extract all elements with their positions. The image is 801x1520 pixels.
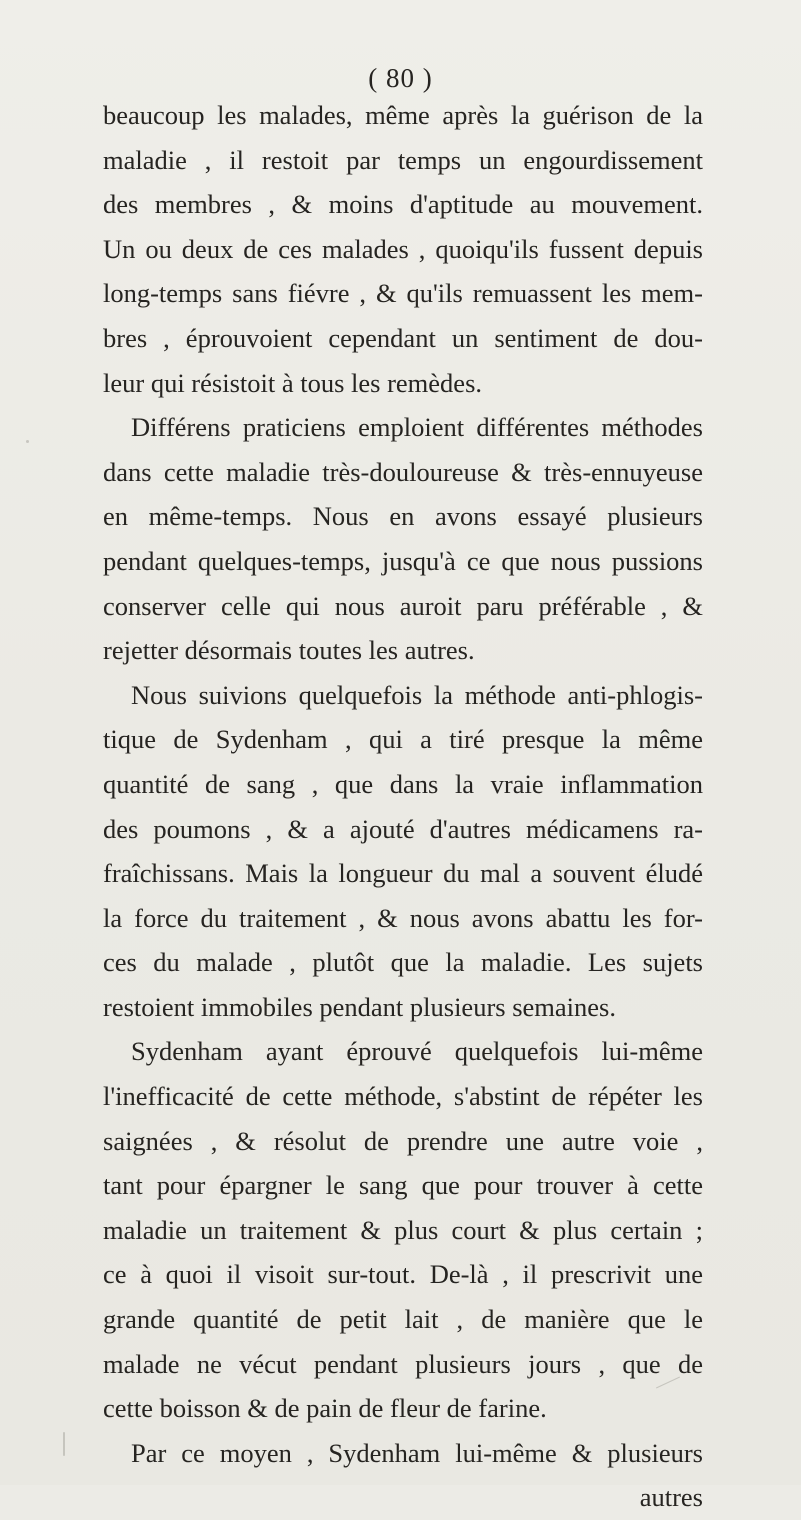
text-line: fraîchissans. Mais la longueur du mal a souvent éludé bbox=[103, 858, 703, 889]
body-text bbox=[103, 93, 703, 1520]
page-number: ( 80 ) bbox=[368, 63, 433, 93]
text-line: maladie , il restoit par temps un engourdissement bbox=[103, 144, 703, 175]
text-line: l'inefficacité de cette méthode, s'abstint de répéter les bbox=[103, 1081, 703, 1112]
paper-blemish bbox=[63, 1432, 65, 1456]
text-line: bres , éprouvoient cependant un sentiment de dou- bbox=[103, 322, 703, 353]
text-line: leur qui résistoit à tous les remèdes. bbox=[103, 367, 483, 398]
text-line: Différens praticiens emploient différentes méthodes bbox=[131, 412, 703, 443]
text-line: long-temps sans fiévre , & qu'ils remuassent les mem- bbox=[103, 278, 703, 309]
text-line: dans cette maladie très-douloureuse & très-ennuyeuse bbox=[103, 456, 703, 487]
text-line: conserver celle qui nous auroit paru préférable , & bbox=[103, 590, 703, 621]
text-line: Par ce moyen , Sydenham lui-même & plusieurs bbox=[131, 1437, 703, 1468]
text-line: malade ne vécut pendant plusieurs jours , que de bbox=[103, 1348, 703, 1379]
text-line: ces du malade , plutôt que la maladie. Les sujets bbox=[103, 947, 703, 978]
text-line: beaucoup les malades, même après la guérison de la bbox=[103, 100, 703, 130]
text-line: cette boisson & de pain de fleur de farine. bbox=[103, 1393, 547, 1424]
text-line: saignées , & résolut de prendre une autre voie , bbox=[103, 1125, 703, 1156]
text-line: grande quantité de petit lait , de manière que le bbox=[103, 1304, 703, 1335]
text-line: rejetter désormais toutes les autres. bbox=[103, 635, 475, 666]
text-line: Un ou deux de ces malades , quoiqu'ils fussent depuis bbox=[103, 233, 703, 264]
text-line: des poumons , & a ajouté d'autres médicamens ra- bbox=[103, 813, 703, 844]
text-line: la force du traitement , & nous avons abattu les for- bbox=[103, 902, 703, 933]
text-line: en même-temps. Nous en avons essayé plusieurs bbox=[103, 501, 703, 532]
text-line: Sydenham ayant éprouvé quelquefois lui-même bbox=[131, 1036, 703, 1067]
text-line: pendant quelques-temps, jusqu'à ce que nous pussions bbox=[103, 545, 703, 576]
catchword: autres bbox=[639, 1482, 703, 1513]
text-line: Nous suivions quelquefois la méthode anti-phlogis- bbox=[131, 679, 703, 710]
text-line: quantité de sang , que dans la vraie inflammation bbox=[103, 768, 703, 799]
text-line: tique de Sydenham , qui a tiré presque la même bbox=[103, 724, 703, 755]
text-line: restoient immobiles pendant plusieurs semaines. bbox=[103, 991, 616, 1022]
paper-blemish bbox=[26, 440, 29, 443]
text-line: tant pour épargner le sang que pour trouver à cette bbox=[103, 1170, 703, 1201]
text-line: maladie un traitement & plus court & plus certain ; bbox=[103, 1214, 703, 1245]
text-line: ce à quoi il visoit sur-tout. De-là , il prescrivit une bbox=[103, 1259, 703, 1290]
text-line: des membres , & moins d'aptitude au mouvement. bbox=[103, 189, 703, 220]
